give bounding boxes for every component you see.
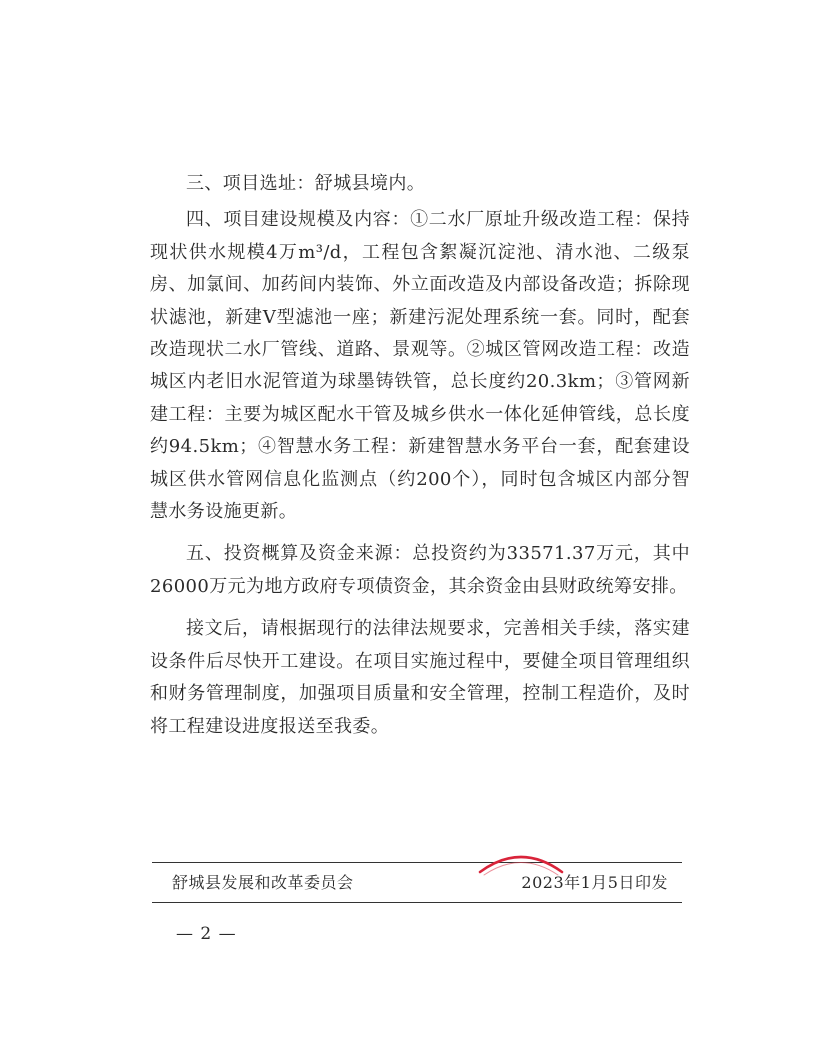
issuing-authority: 舒城县发展和改革委员会 (172, 873, 354, 892)
footer-top-rule (152, 862, 682, 863)
page-number: — 2 — (176, 924, 237, 944)
document-body (150, 168, 690, 743)
paragraph-instructions: 接文后，请根据现行的法律法规要求，完善相关手续，落实建设条件后尽快开工建设。在项目实施过程中，要健全项目管理组织和财务管理制度，加强项目质量和安全管理，控制工程造价，及时将工程建设进度报送至我委。 (150, 618, 690, 737)
print-date: 2023年1月5日印发 (521, 873, 668, 892)
paragraph-construction-scope: 四、项目建设规模及内容：①二水厂原址升级改造工程：保持现状供水规模4万m³/d，工程包含絮凝沉淀池、清水池、二级泵房、加氯间、加药间内装饰、外立面改造及内部设备改造；拆除现状滤池，新建V型滤池一座；新建污泥处理系统一套。同时，配套改造现状二水厂管线、道路、景观等。②城区管网改造工程：改造城区内老旧水泥管道为球墨铸铁管，总长度约20.3km；③管网新建工程：主要为城区配水干管及城乡供水一体化延伸管线，总长度约94.5km；④智慧水务工程：新建智慧水务平台一套，配套建设城区供水管网信息化监测点（约200个），同时包含城区内部分智慧水务设施更新。 (150, 209, 690, 523)
paragraph-investment: 五、投资概算及资金来源：总投资约为33571.37万元，其中26000万元为地方政府专项债资金，其余资金由县财政统筹安排。 (150, 543, 690, 597)
paragraph-project-location: 三、项目选址：舒城县境内。 (186, 173, 426, 194)
footer-bottom-rule (152, 902, 682, 903)
